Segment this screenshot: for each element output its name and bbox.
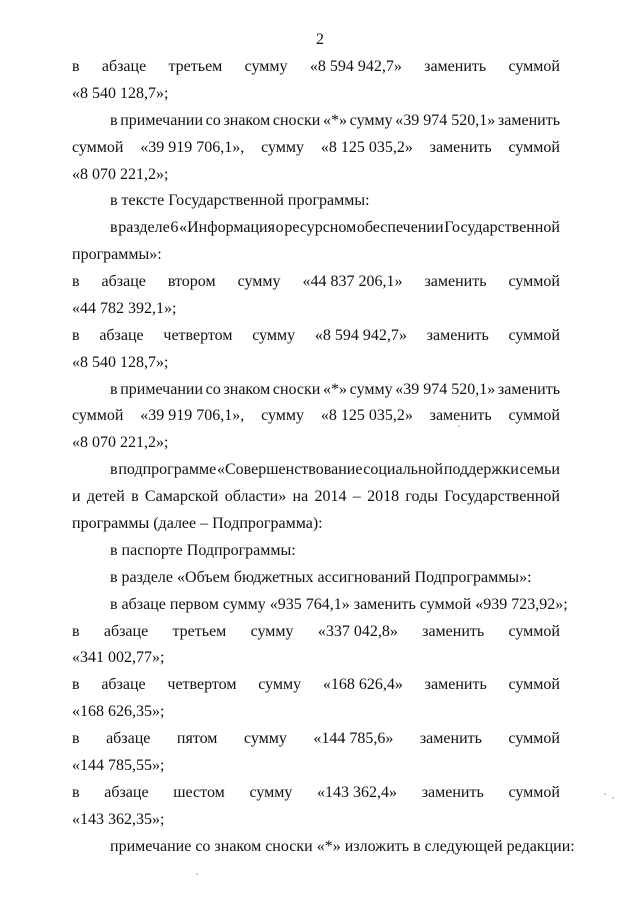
text-line [110, 111, 560, 131]
word: «39 974 520,1» [395, 112, 496, 129]
word: абзаце [99, 327, 144, 344]
word: сумму [252, 327, 296, 344]
word: в [72, 327, 80, 344]
word: сумму [258, 676, 302, 693]
word: третьем [168, 58, 223, 75]
word: суммой [508, 730, 560, 747]
word: суммой [508, 676, 560, 693]
text-line: в разделе «Объем бюджетных ассигнований Подпрограммы»: [110, 569, 532, 586]
word: сумму [243, 730, 287, 747]
word: заменить [422, 623, 485, 640]
word: годы [405, 488, 438, 505]
word: заменить [424, 58, 487, 75]
text-line: «341 002,77»; [72, 649, 165, 666]
word: обеспечении [356, 219, 444, 236]
scan-speck [604, 793, 606, 795]
word: в [72, 273, 80, 290]
word: «Совершенствование [216, 461, 363, 478]
word: «39 919 706,1», [140, 139, 245, 156]
word: абзаце [104, 784, 149, 801]
word: «44 837 206,1» [302, 273, 403, 290]
word: сноски [272, 381, 321, 398]
word: «*» [323, 112, 348, 129]
word: в [72, 784, 80, 801]
word: абзаце [101, 58, 147, 75]
word: – [352, 488, 361, 505]
word: «8 594 942,7» [309, 58, 402, 75]
word: 2014 [314, 488, 347, 505]
word: «337 042,8» [317, 623, 398, 640]
word: в [72, 676, 80, 693]
word: пятом [176, 730, 218, 747]
word: со [205, 112, 221, 129]
word: абзаце [103, 623, 149, 640]
word: детей [86, 488, 125, 505]
word: заменить [419, 730, 482, 747]
text-line [72, 675, 560, 695]
word: суммой [72, 407, 124, 424]
word: сумму [349, 112, 393, 129]
word: абзаце [106, 730, 151, 747]
scan-speck [196, 873, 198, 875]
word: в [110, 112, 118, 129]
word: социальной [363, 461, 444, 478]
word: втором [167, 273, 216, 290]
word: «143 362,4» [317, 784, 398, 801]
word: о [275, 219, 284, 236]
word: в [131, 488, 139, 505]
text-line: в паспорте Подпрограммы: [110, 542, 296, 559]
word: в [110, 461, 118, 478]
word: знаком [223, 112, 271, 129]
text-line: «8 540 128,7»; [72, 354, 169, 371]
word: 6 [170, 219, 179, 236]
word: суммой [508, 58, 560, 75]
word: шестом [173, 784, 225, 801]
text-line [72, 622, 560, 642]
word: заменить [497, 381, 560, 398]
word: сумму [244, 58, 288, 75]
word: заменить [429, 139, 492, 156]
word: суммой [508, 784, 560, 801]
text-line [72, 272, 560, 292]
word: «168 626,4» [322, 676, 403, 693]
word: Государственной [444, 488, 560, 505]
word: поддержки [443, 461, 519, 478]
word: заменить [429, 407, 492, 424]
word: сумму [261, 139, 305, 156]
word: сумму [237, 273, 281, 290]
word: четвертом [167, 676, 237, 693]
word: заменить [421, 784, 484, 801]
word: примечании [120, 112, 204, 129]
word: «39 974 520,1» [395, 381, 496, 398]
text-line: в тексте Государственной программы: [110, 192, 370, 209]
word: в [72, 58, 80, 75]
word: сумму [250, 623, 294, 640]
word: ресурсном [284, 219, 357, 236]
word: четвертом [163, 327, 233, 344]
word: суммой [508, 273, 560, 290]
word: «8 125 035,2» [320, 407, 413, 424]
word: «39 919 706,1», [140, 407, 245, 424]
word: суммой [508, 327, 560, 344]
word: подпрограмме [118, 461, 217, 478]
scan-speck [612, 797, 614, 799]
word: заменить [426, 327, 489, 344]
text-line: «168 626,35»; [72, 703, 165, 720]
word: заменить [424, 273, 487, 290]
word: области» [224, 488, 287, 505]
text-line [72, 487, 560, 507]
word: «8 594 942,7» [314, 327, 407, 344]
word: «144 785,6» [313, 730, 394, 747]
word: в [110, 219, 118, 236]
text-line [110, 218, 560, 238]
word: заменить [497, 112, 560, 129]
text-line [110, 380, 560, 400]
word: абзаце [101, 676, 146, 693]
text-line: «8 540 128,7»; [72, 85, 169, 102]
text-line: «144 785,55»; [72, 757, 165, 774]
word: абзаце [101, 273, 146, 290]
text-line [72, 729, 560, 749]
word: знаком [223, 381, 271, 398]
word: в [110, 381, 118, 398]
word: сноски [272, 112, 321, 129]
word: разделе [118, 219, 170, 236]
word: заменить [424, 676, 487, 693]
word: на [292, 488, 309, 505]
word: третьем [172, 623, 227, 640]
word: суммой [508, 623, 560, 640]
word: сумму [349, 381, 393, 398]
word: Самарской [144, 488, 219, 505]
text-line: программы (далее – Подпрограмма): [72, 515, 323, 532]
text-line: «143 362,35»; [72, 811, 165, 828]
page-number: 2 [316, 31, 324, 48]
text-line: «8 070 221,2»; [72, 166, 169, 183]
word: семьи [519, 461, 560, 478]
word: Государственной [444, 219, 560, 236]
text-line: программы»: [72, 246, 162, 263]
word: примечании [120, 381, 204, 398]
scan-speck [458, 425, 460, 427]
text-line [72, 326, 560, 346]
word: 2018 [367, 488, 400, 505]
word: в [72, 730, 80, 747]
text-line [72, 783, 560, 803]
word: суммой [72, 139, 124, 156]
text-line [72, 57, 560, 77]
word: сумму [261, 407, 305, 424]
text-line: «8 070 221,2»; [72, 434, 169, 451]
text-line [110, 460, 560, 480]
text-line [72, 406, 560, 426]
word: в [72, 623, 80, 640]
text-line [72, 138, 560, 158]
word: «8 125 035,2» [320, 139, 413, 156]
word: «*» [323, 381, 348, 398]
word: суммой [508, 407, 560, 424]
word: и [72, 488, 81, 505]
word: со [205, 381, 221, 398]
word: сумму [249, 784, 293, 801]
text-line: в абзаце первом сумму «935 764,1» заменить суммой «939 723,92»; [110, 596, 568, 613]
word: «Информация [179, 219, 275, 236]
text-line: «44 782 392,1»; [72, 300, 177, 317]
word: суммой [508, 139, 560, 156]
text-line: примечание со знаком сноски «*» изложить в следующей редакции: [110, 838, 575, 855]
